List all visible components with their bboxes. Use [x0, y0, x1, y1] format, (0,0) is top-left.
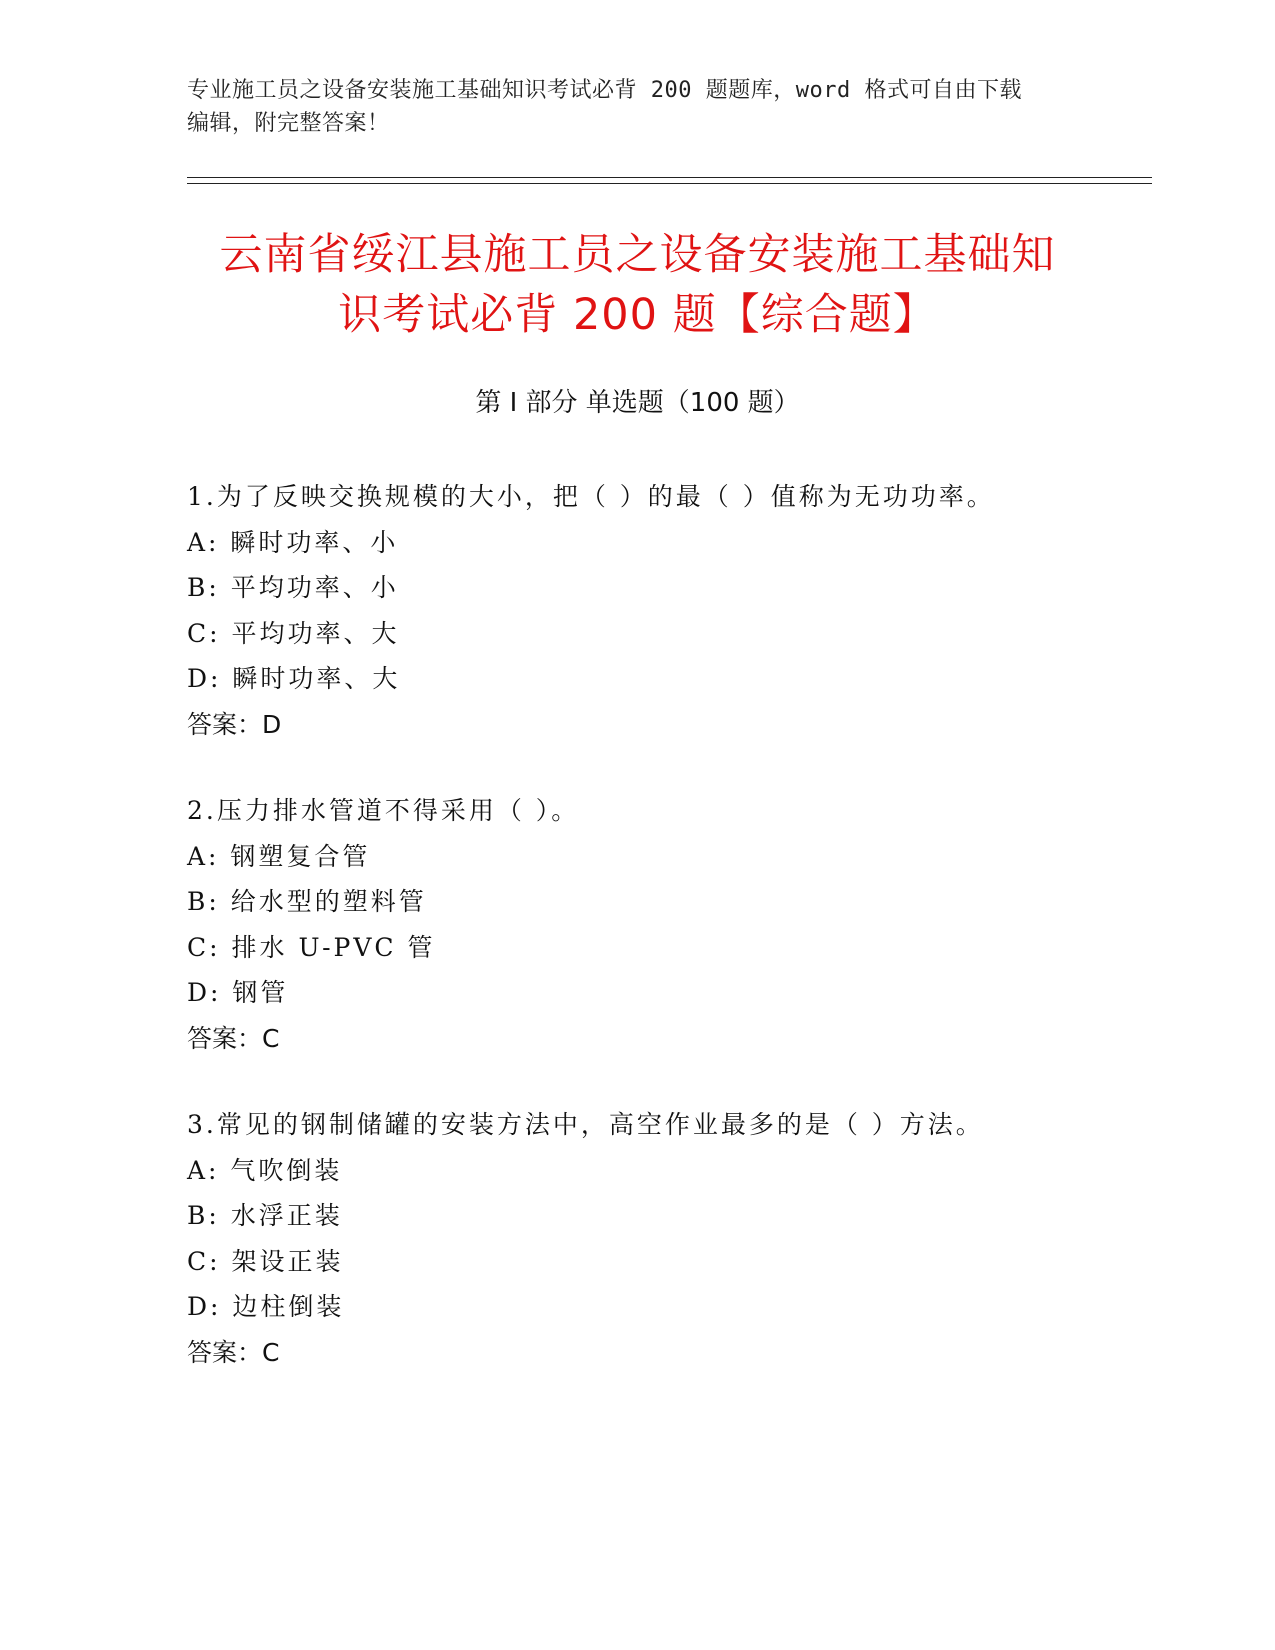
question-1 — [187, 474, 1147, 747]
question-list — [187, 474, 1147, 1416]
header-note-line-1: 专业施工员之设备安装施工基础知识考试必背 200 题题库，word 格式可自由下载 — [187, 78, 1022, 103]
option-c: C: 排水 U-PVC 管 — [187, 932, 436, 962]
question-3 — [187, 1102, 1147, 1375]
answer: 答案：C — [187, 1023, 280, 1053]
document-title-line-2: 识考试必背 200 题【综合题】 — [338, 290, 937, 340]
option-a: A: 钢塑复合管 — [187, 841, 371, 871]
question-stem: 1.为了反映交换规模的大小，把（ ）的最（ ）值称为无功功率。 — [187, 482, 995, 511]
option-b: B: 平均功率、小 — [187, 573, 399, 602]
header-note-line-2: 编辑，附完整答案！ — [187, 111, 390, 136]
question-2 — [187, 788, 1147, 1061]
option-d: D: 边柱倒装 — [187, 1292, 345, 1321]
header-note — [187, 74, 1087, 140]
answer: 答案：D — [187, 709, 282, 739]
question-stem: 3.常见的钢制储罐的安装方法中，高空作业最多的是（ ）方法。 — [187, 1110, 984, 1139]
option-d: D: 瞬时功率、大 — [187, 664, 401, 693]
answer: 答案：C — [187, 1337, 280, 1367]
document-title — [150, 225, 1125, 345]
option-b: B: 水浮正装 — [187, 1201, 343, 1230]
option-b: B: 给水型的塑料管 — [187, 887, 427, 916]
option-c: C: 架设正装 — [187, 1246, 344, 1276]
section-heading: 第 I 部分 单选题（100 题） — [475, 388, 800, 418]
question-stem: 2.压力排水管道不得采用（ ）。 — [187, 796, 580, 825]
document-title-line-1: 云南省绥江县施工员之设备安装施工基础知 — [219, 230, 1056, 280]
header-divider-top — [187, 177, 1152, 178]
header-divider-bottom — [187, 183, 1152, 184]
option-a: A: 瞬时功率、小 — [187, 527, 399, 557]
option-a: A: 气吹倒装 — [187, 1155, 343, 1185]
option-d: D: 钢管 — [187, 978, 289, 1007]
option-c: C: 平均功率、大 — [187, 618, 400, 648]
